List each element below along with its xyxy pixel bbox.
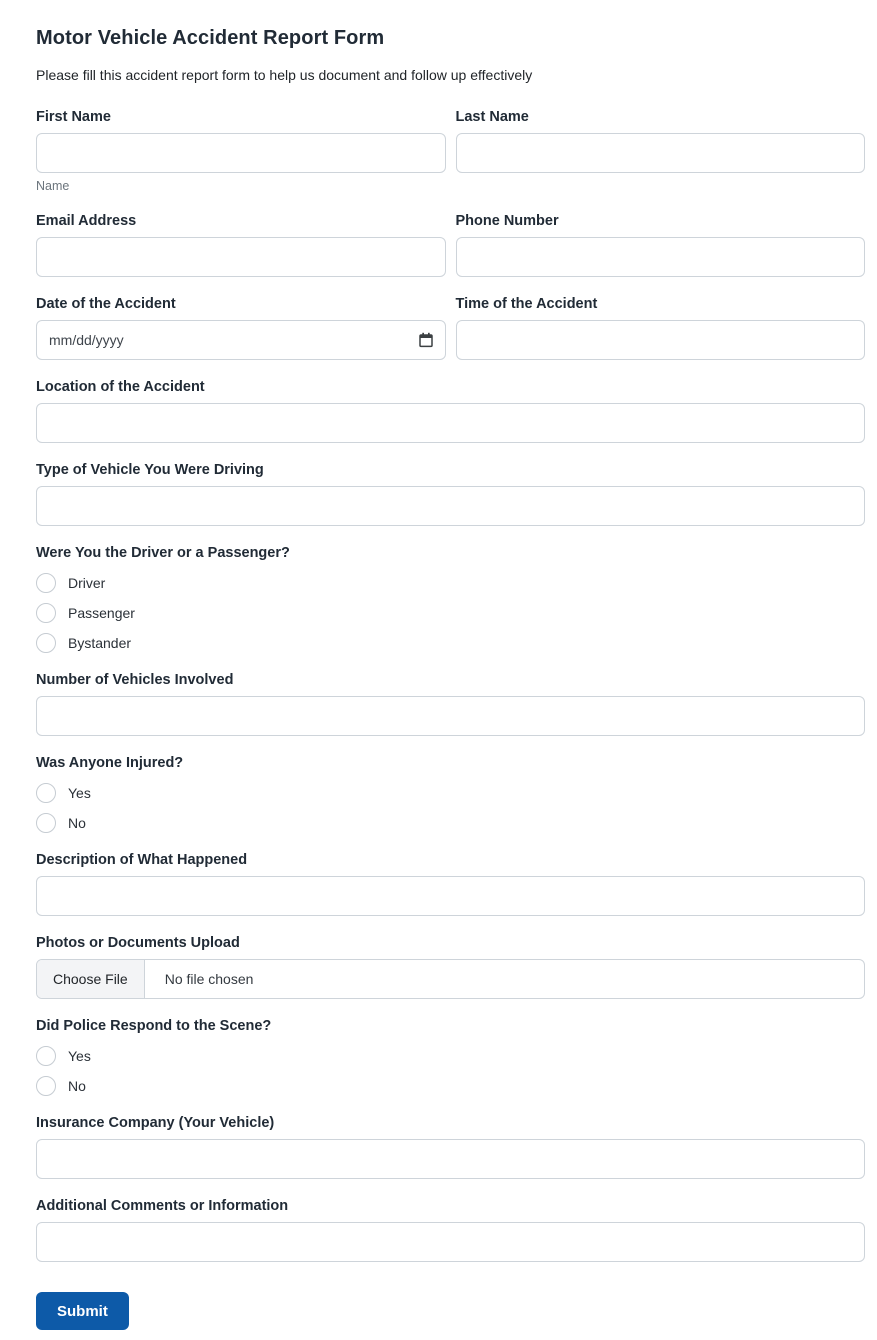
email-label: Email Address (36, 213, 137, 229)
radio-option-driver[interactable] (36, 573, 105, 593)
radio-option-police-yes[interactable] (36, 1046, 91, 1066)
calendar-icon[interactable] (418, 332, 434, 348)
radio-option-label: Bystander (68, 635, 132, 651)
police-radio-group (36, 1017, 865, 1096)
accident-time-group (456, 295, 866, 360)
injured-radio-group (36, 754, 865, 833)
radio-unchecked-icon[interactable] (36, 1046, 56, 1066)
radio-option-label: Passenger (68, 605, 135, 621)
radio-option-injured-no[interactable] (36, 813, 86, 833)
radio-option-label: No (68, 815, 86, 831)
radio-option-injured-yes[interactable] (36, 783, 91, 803)
name-row (36, 108, 865, 194)
radio-option-police-no[interactable] (36, 1076, 86, 1096)
accident-date-input[interactable] (36, 320, 446, 360)
page-title: Motor Vehicle Accident Report Form (36, 27, 385, 49)
accident-time-input[interactable] (456, 320, 866, 360)
upload-label: Photos or Documents Upload (36, 935, 240, 951)
accident-time-label: Time of the Accident (455, 296, 598, 312)
form-subtitle: Please fill this accident report form to help us document and follow up effectively (36, 67, 533, 83)
radio-option-bystander[interactable] (36, 633, 131, 653)
comments-label: Additional Comments or Information (36, 1198, 289, 1214)
vehicles-involved-label: Number of Vehicles Involved (36, 672, 234, 688)
description-label: Description of What Happened (36, 852, 248, 868)
radio-unchecked-icon[interactable] (36, 573, 56, 593)
upload-group (36, 934, 865, 999)
description-group (36, 851, 865, 916)
accident-date-label: Date of the Accident (36, 296, 176, 312)
first-name-group (36, 108, 446, 194)
location-group (36, 378, 865, 443)
submit-button[interactable]: Submit (36, 1292, 129, 1330)
datetime-row (36, 295, 865, 360)
vehicle-type-label: Type of Vehicle You Were Driving (36, 462, 264, 478)
radio-unchecked-icon[interactable] (36, 1076, 56, 1096)
injured-question-label: Was Anyone Injured? (36, 755, 184, 771)
insurance-label: Insurance Company (Your Vehicle) (36, 1115, 275, 1131)
vehicles-involved-input[interactable] (36, 696, 865, 736)
comments-input[interactable] (36, 1222, 865, 1262)
accident-date-group (36, 295, 446, 360)
location-input[interactable] (36, 403, 865, 443)
radio-unchecked-icon[interactable] (36, 813, 56, 833)
radio-unchecked-icon[interactable] (36, 633, 56, 653)
radio-unchecked-icon[interactable] (36, 603, 56, 623)
last-name-group (456, 108, 866, 194)
comments-group (36, 1197, 865, 1262)
radio-option-label: Yes (68, 1048, 91, 1064)
vehicle-type-input[interactable] (36, 486, 865, 526)
role-radio-group (36, 544, 865, 653)
last-name-input[interactable] (456, 133, 866, 173)
police-question-label: Did Police Respond to the Scene? (36, 1018, 272, 1034)
vehicle-type-group (36, 461, 865, 526)
description-input[interactable] (36, 876, 865, 916)
radio-option-label: Driver (68, 575, 106, 591)
phone-label: Phone Number (455, 213, 559, 229)
radio-option-passenger[interactable] (36, 603, 135, 623)
insurance-input[interactable] (36, 1139, 865, 1179)
first-name-input[interactable] (36, 133, 446, 173)
date-input-wrapper (36, 320, 446, 360)
choose-file-button[interactable]: Choose File (37, 960, 145, 998)
vehicles-involved-group (36, 671, 865, 736)
first-name-helper: Name (36, 179, 70, 193)
file-upload-input[interactable] (36, 959, 865, 999)
email-input[interactable] (36, 237, 446, 277)
radio-option-label: Yes (68, 785, 91, 801)
contact-row (36, 212, 865, 277)
first-name-label: First Name (36, 109, 111, 125)
phone-input[interactable] (456, 237, 866, 277)
radio-unchecked-icon[interactable] (36, 783, 56, 803)
role-question-label: Were You the Driver or a Passenger? (36, 545, 290, 561)
insurance-group (36, 1114, 865, 1179)
file-chosen-status: No file chosen (164, 971, 254, 987)
radio-option-label: No (68, 1078, 86, 1094)
email-group (36, 212, 446, 277)
location-label: Location of the Accident (36, 379, 205, 395)
phone-group (456, 212, 866, 277)
last-name-label: Last Name (455, 109, 529, 125)
